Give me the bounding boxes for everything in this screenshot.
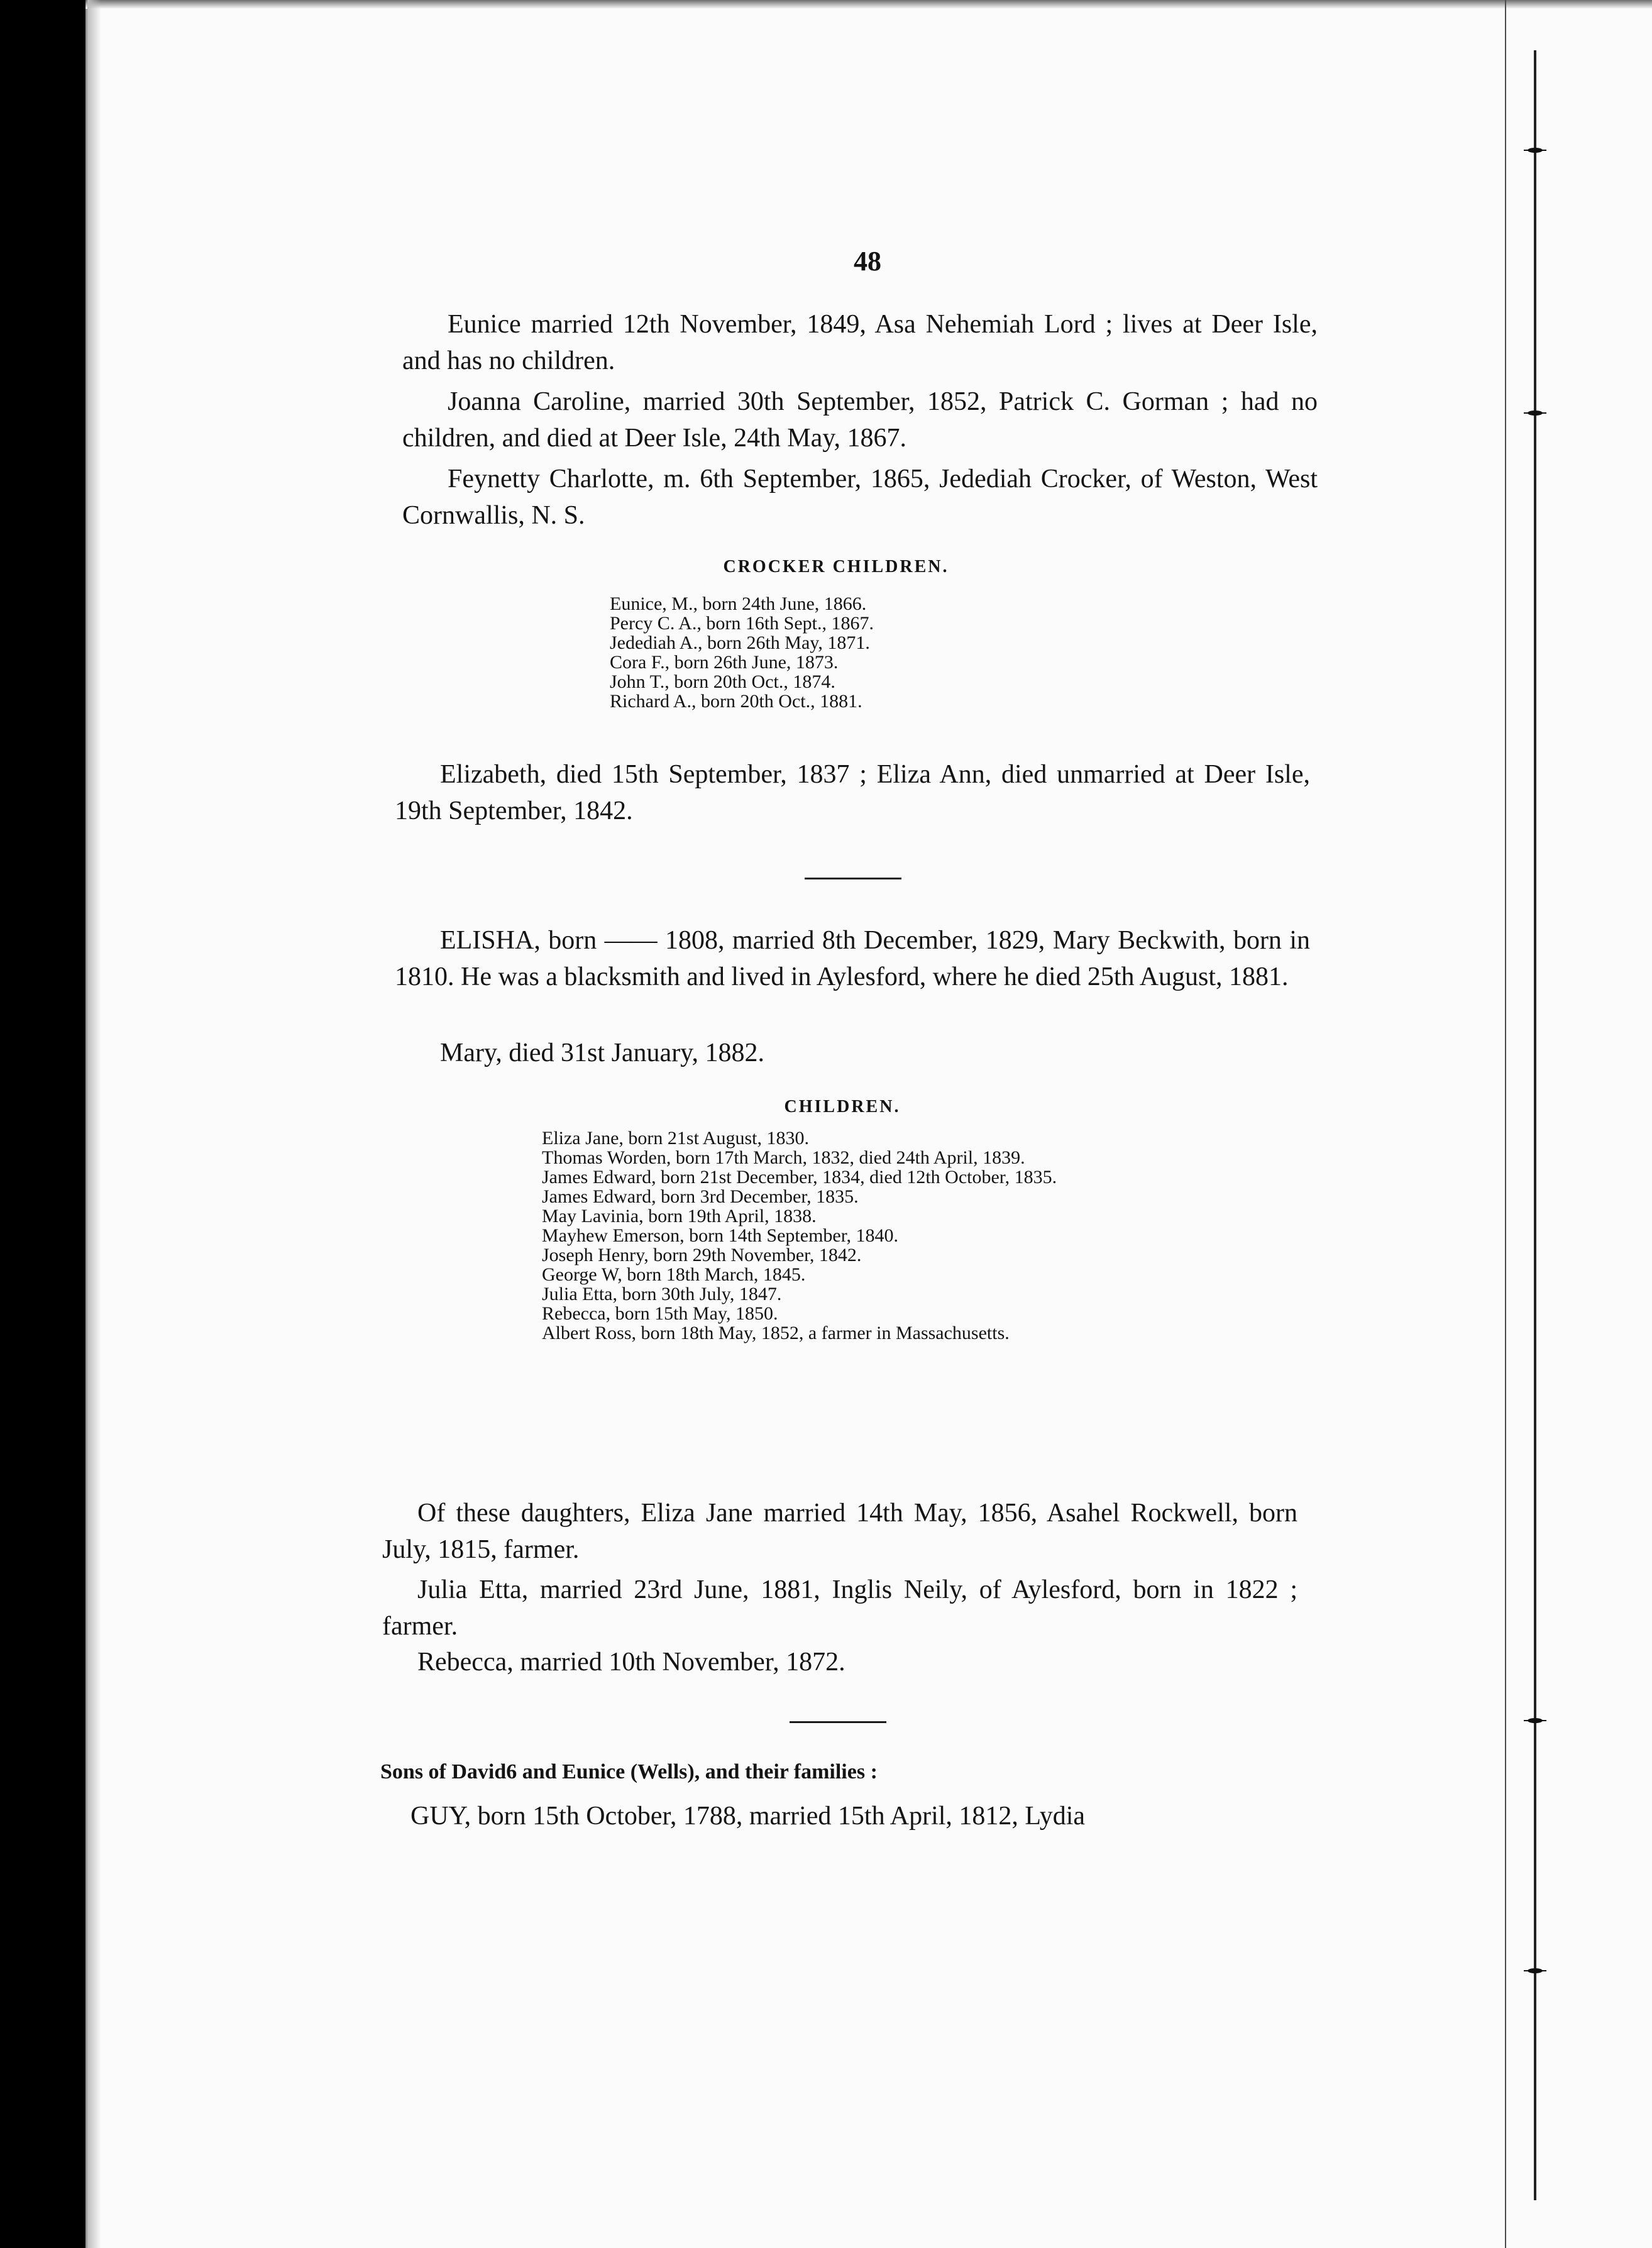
paragraph-elisha: ELISHA, born —— 1808, married 8th December, 1829, Mary Beckwith, born in 1810. He was a blacksmith and lived in Aylesford, where he died 25th August, 1881. (395, 926, 1310, 991)
crocker-children-list (610, 594, 1062, 711)
binding-mark (1524, 409, 1546, 417)
list-item: James Edward, born 21st December, 1834, died 12th October, 1835. (542, 1167, 1057, 1187)
page-left-shadow (87, 0, 101, 2248)
binding-edge-line (1534, 50, 1536, 2200)
sons-intro: Sons of David6 and Eunice (Wells), and their families : (380, 1760, 878, 1783)
list-item: Percy C. A., born 16th Sept., 1867. (610, 613, 874, 634)
list-item: Mayhew Emerson, born 14th September, 1840. (542, 1225, 899, 1246)
list-item: George W, born 18th March, 1845. (542, 1264, 806, 1285)
binding-mark (1524, 1716, 1546, 1725)
list-item: Jedediah A., born 26th May, 1871. (610, 632, 870, 653)
paragraph-eunice: Eunice married 12th November, 1849, Asa Nehemiah Lord ; lives at Deer Isle, and has no children. (402, 310, 1318, 375)
list-item: Thomas Worden, born 17th March, 1832, died 24th April, 1839. (542, 1147, 1025, 1168)
binding-mark (1524, 146, 1546, 155)
list-item: Eunice, M., born 24th June, 1866. (610, 593, 867, 614)
paragraph-elizabeth: Elizabeth, died 15th September, 1837 ; Eliza Ann, died unmarried at Deer Isle, 19th September, 1842. (395, 760, 1310, 825)
list-item: Eliza Jane, born 21st August, 1830. (542, 1128, 809, 1149)
list-item: Rebecca, born 15th May, 1850. (542, 1303, 778, 1324)
list-item: James Edward, born 3rd December, 1835. (542, 1186, 859, 1207)
crocker-children-heading: CROCKER CHILDREN. (723, 557, 949, 576)
list-item: Albert Ross, born 18th May, 1852, a farmer in Massachusetts. (542, 1323, 1010, 1343)
list-item: May Lavinia, born 19th April, 1838. (542, 1206, 817, 1226)
page-number: 48 (854, 246, 881, 277)
paragraph-guy: GUY, born 15th October, 1788, married 15th April, 1812, Lydia (410, 1802, 1086, 1831)
section-divider (805, 878, 901, 879)
paragraph-rebecca: Rebecca, married 10th November, 1872. (417, 1648, 845, 1677)
paragraph-julia: Julia Etta, married 23rd June, 1881, Inglis Neily, of Aylesford, born in 1822 ; farmer. (382, 1575, 1297, 1641)
list-item: John T., born 20th Oct., 1874. (610, 671, 835, 692)
list-item: Julia Etta, born 30th July, 1847. (542, 1284, 782, 1304)
binding-mark (1524, 1966, 1546, 1975)
paragraph-feynetty: Feynetty Charlotte, m. 6th September, 1865, Jedediah Crocker, of Weston, West Cornwallis, N. S. (402, 465, 1318, 530)
page-top-edge (85, 0, 1652, 9)
children-list (542, 1128, 1176, 1343)
list-item: Richard A., born 20th Oct., 1881. (610, 691, 862, 712)
children-heading: CHILDREN. (784, 1097, 901, 1116)
list-item: Joseph Henry, born 29th November, 1842. (542, 1245, 862, 1265)
page-fold-line (1505, 0, 1506, 2248)
list-item: Cora F., born 26th June, 1873. (610, 652, 839, 673)
paragraph-daughters: Of these daughters, Eliza Jane married 14th May, 1856, Asahel Rockwell, born July, 1815, farmer. (382, 1499, 1297, 1564)
paragraph-joanna: Joanna Caroline, married 30th September, 1852, Patrick C. Gorman ; had no children, and died at Deer Isle, 24th May, 1867. (402, 387, 1318, 453)
paragraph-mary: Mary, died 31st January, 1882. (440, 1039, 764, 1067)
section-divider (790, 1721, 886, 1723)
